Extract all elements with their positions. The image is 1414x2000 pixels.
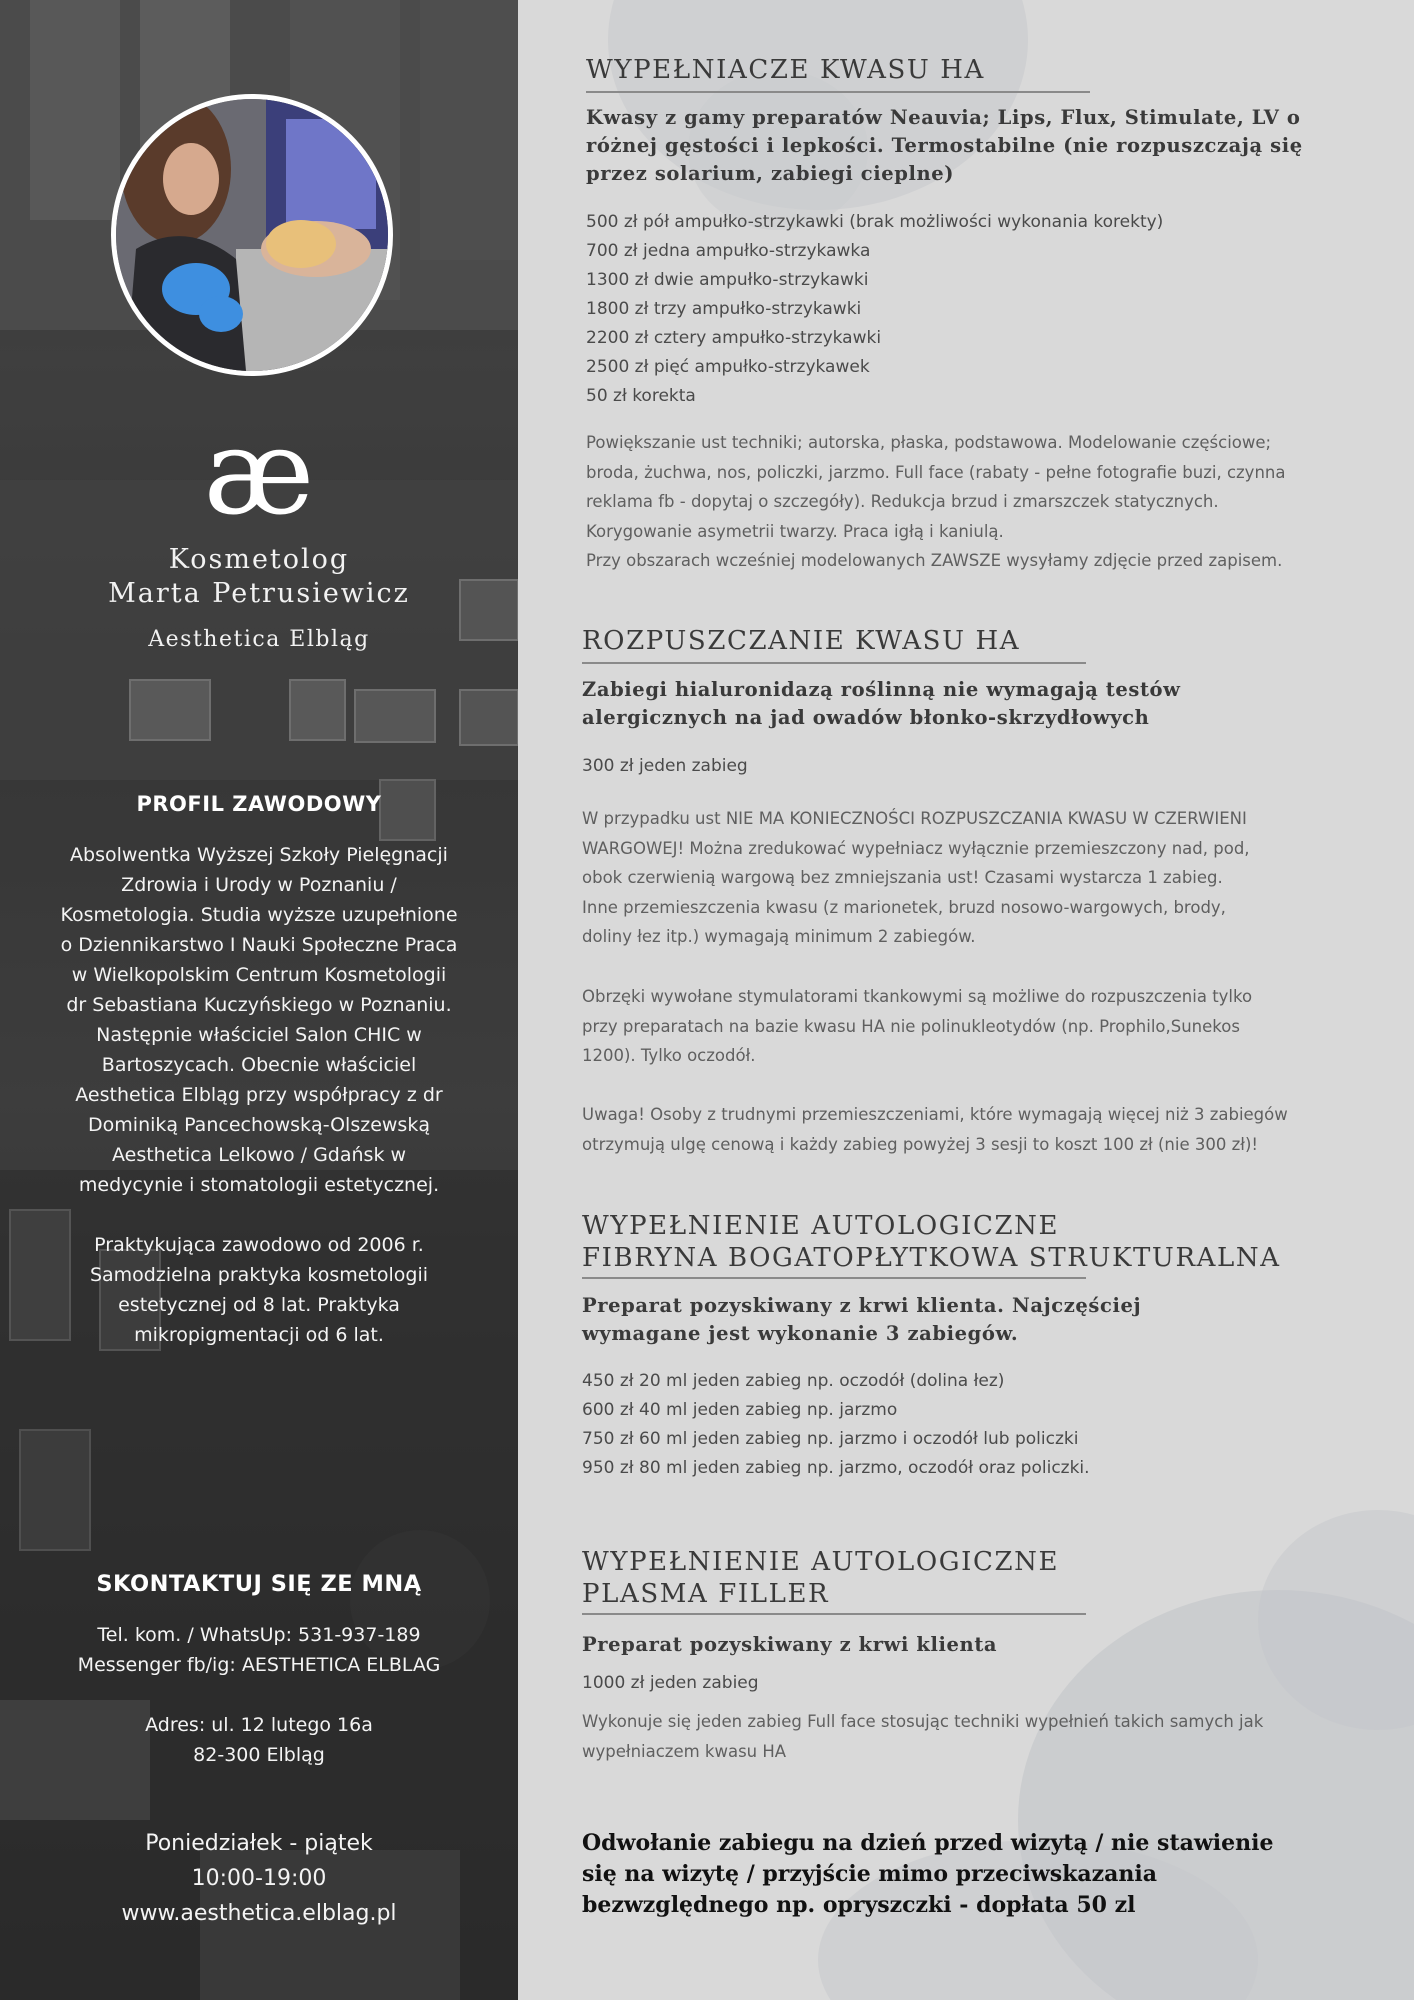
- address-line-2: 82-300 Elbląg: [193, 1744, 325, 1766]
- price-item: 500 zł pół ampułko-strzykawki (brak możliwości wykonania korekty): [586, 212, 1164, 232]
- spacer: [40, 1680, 478, 1710]
- ha-dissolving-lead: Zabiegi hialuronidazą roślinną nie wymagają testów alergicznych na jad owadów błonko-skrzydłowych: [582, 678, 1181, 729]
- section-title-ha-fillers: WYPEŁNIACZE KWASU HA: [586, 55, 985, 85]
- divider: [582, 1613, 1086, 1615]
- business-name: Aesthetica Elbląg: [148, 627, 370, 652]
- contact-text: [40, 1620, 478, 1770]
- profile-text: [60, 840, 458, 1350]
- sidebar: [0, 0, 518, 2000]
- hours-block: [0, 1826, 518, 1931]
- price-item: 1800 zł trzy ampułko-strzykawki: [586, 299, 862, 319]
- ha-fillers-lead: Kwasy z gamy preparatów Neauvia; Lips, Flux, Stimulate, LV o różnej gęstości i lepkości. Termostabilne (nie rozpuszczają się przez solarium, zabiegi cieplne): [586, 106, 1303, 185]
- note-line: Obrzęki wywołane stymulatorami tkankowymi są możliwe do rozpuszczenia tylko: [582, 987, 1253, 1006]
- ha-dissolving-note-2: [582, 982, 1362, 1071]
- section-title-fibrin: [582, 1210, 1281, 1274]
- ha-dissolving-note-3: [582, 1100, 1362, 1159]
- note-line: Inne przemieszczenia kwasu (z marionetek, bruzd nosowo-wargowych, brody,: [582, 897, 1226, 917]
- ha-dissolving-note-1: [582, 804, 1362, 952]
- ha-fillers-note: [586, 428, 1366, 576]
- price-item: 50 zł korekta: [586, 386, 696, 406]
- cancellation-policy: Odwołanie zabiegu na dzień przed wizytą / nie stawienie się na wizytę / przyjście mimo przeciwskazania bezwzględnego np. opryszczki - dopłata 50 zl: [582, 1830, 1274, 1918]
- contact-messenger[interactable]: Messenger fb/ig: AESTHETICA ELBLAG: [77, 1654, 441, 1676]
- note-line: W przypadku ust NIE MA KONIECZNOŚCI ROZPUSZCZANIA KWASU W CZERWIENI: [582, 809, 1247, 828]
- title-line: PLASMA FILLER: [582, 1579, 830, 1609]
- title-line: FIBRYNA BOGATOPŁYTKOWA STRUKTURALNA: [582, 1243, 1281, 1273]
- price-item: 600 zł 40 ml jeden zabieg np. jarzmo: [582, 1400, 898, 1420]
- address-line-1: Adres: ul. 12 lutego 16a: [145, 1714, 373, 1736]
- website-link[interactable]: www.aesthetica.elblag.pl: [121, 1901, 397, 1926]
- note-line: doliny łez itp.) wymagają minimum 2 zabiegów.: [582, 927, 976, 946]
- plasma-price: 1000 zł jeden zabieg: [582, 1673, 759, 1693]
- price-item: 700 zł jedna ampułko-strzykawka: [586, 241, 871, 261]
- note-line: wypełniaczem kwasu HA: [582, 1741, 787, 1761]
- note-line: Wykonuje się jeden zabieg Full face stosując techniki wypełnień takich samych jak: [582, 1712, 1264, 1731]
- title-line: WYPEŁNIENIE AUTOLOGICZNE: [582, 1211, 1060, 1241]
- note-line: przy preparatach na bazie kwasu HA nie polinukleotydów (np. Prophilo,Sunekos: [582, 1016, 1240, 1036]
- price-item: 750 zł 60 ml jeden zabieg np. jarzmo i oczodół lub policzki: [582, 1429, 1079, 1449]
- note-line: Przy obszarach wcześniej modelowanych ZAWSZE wysyłamy zdjęcie przed zapisem.: [586, 551, 1283, 570]
- price-item: 1300 zł dwie ampułko-strzykawki: [586, 270, 869, 290]
- note-line: Powiększanie ust techniki; autorska, płaska, podstawowa. Modelowanie częściowe;: [586, 433, 1272, 452]
- note-line: otrzymują ulgę cenową i każdy zabieg powyżej 3 sesji to koszt 100 zł (nie 300 zł)!: [582, 1134, 1258, 1154]
- opening-hours: 10:00-19:00: [191, 1866, 327, 1891]
- price-item: 2200 zł cztery ampułko-strzykawki: [586, 328, 882, 348]
- note-line: 1200). Tylko oczodół.: [582, 1046, 756, 1065]
- plasma-note: [582, 1707, 1362, 1766]
- title-line-1: Kosmetolog: [168, 544, 350, 575]
- title-line: WYPEŁNIENIE AUTOLOGICZNE: [582, 1547, 1060, 1577]
- price-list-content: [518, 0, 1414, 2000]
- price-item: 450 zł 20 ml jeden zabieg np. oczodół (dolina łez): [582, 1371, 1005, 1391]
- note-line: reklama fb - dopytaj o szczegóły). Redukcja brzud i zmarszczek statycznych.: [586, 492, 1219, 511]
- price-item: 950 zł 80 ml jeden zabieg np. jarzmo, oczodół oraz policzki.: [582, 1458, 1090, 1478]
- note-line: obok czerwienią wargową bez zmniejszania ust! Czasami wystarcza 1 zabieg.: [582, 868, 1223, 887]
- profile-paragraph-1: Absolwentka Wyższej Szkoły Pielęgnacji Zdrowia i Urody w Poznaniu / Kosmetologia. Studia wyższe uzupełnione o Dziennikarstwo I Nauki Społeczne Praca w Wielkopolskim Centrum Kosmetologii dr Sebastiana Kuczyńskiego w Poznaniu. Następnie właściciel Salon CHIC w Bartoszycach. Obecnie właściciel Aesthetica Elbląg przy współpracy z dr Dominiką Pancechowską-Olszewską Aesthetica Lelkowo / Gdańsk w medycynie i stomatologii estetycznej.: [60, 844, 458, 1196]
- divider: [586, 91, 1090, 93]
- brand-logo: æ: [203, 403, 315, 541]
- divider: [582, 1277, 1086, 1279]
- note-line: WARGOWEJ! Można zredukować wypełniacz wyłącznie przemieszczony nad, pod,: [582, 838, 1250, 858]
- profile-photo: [111, 94, 393, 376]
- profile-paragraph-2: Praktykująca zawodowo od 2006 r. Samodzielna praktyka kosmetologii estetycznej od 8 lat. Praktyka mikropigmentacji od 6 lat.: [89, 1234, 429, 1346]
- note-line: Uwaga! Osoby z trudnymi przemieszczeniami, które wymagają więcej niż 3 zabiegów: [582, 1105, 1288, 1124]
- section-title-ha-dissolving: ROZPUSZCZANIE KWASU HA: [582, 626, 1021, 656]
- plasma-lead: Preparat pozyskiwany z krwi klienta: [582, 1633, 998, 1656]
- fibrin-price-list: [582, 1367, 1090, 1483]
- ha-fillers-price-list: [586, 208, 1163, 411]
- ha-dissolving-price: 300 zł jeden zabieg: [582, 756, 748, 776]
- fibrin-lead: Preparat pozyskiwany z krwi klienta. Najczęściej wymagane jest wykonanie 3 zabiegów.: [582, 1294, 1142, 1345]
- contact-phone[interactable]: Tel. kom. / WhatsUp: 531-937-189: [97, 1624, 421, 1646]
- profile-heading: PROFIL ZAWODOWY: [136, 792, 382, 816]
- opening-days: Poniedziałek - piątek: [145, 1831, 373, 1856]
- section-title-plasma: [582, 1546, 1059, 1610]
- divider: [582, 662, 1086, 664]
- spacer: [60, 1200, 458, 1230]
- note-line: broda, żuchwa, nos, policzki, jarzmo. Full face (rabaty - pełne fotografie buzi, czynna: [586, 462, 1286, 482]
- note-line: Korygowanie asymetrii twarzy. Praca igłą i kaniulą.: [586, 521, 1004, 541]
- price-item: 2500 zł pięć ampułko-strzykawek: [586, 357, 870, 377]
- contact-heading: SKONTAKTUJ SIĘ ZE MNĄ: [96, 1571, 422, 1597]
- title-line-2: Marta Petrusiewicz: [108, 578, 410, 609]
